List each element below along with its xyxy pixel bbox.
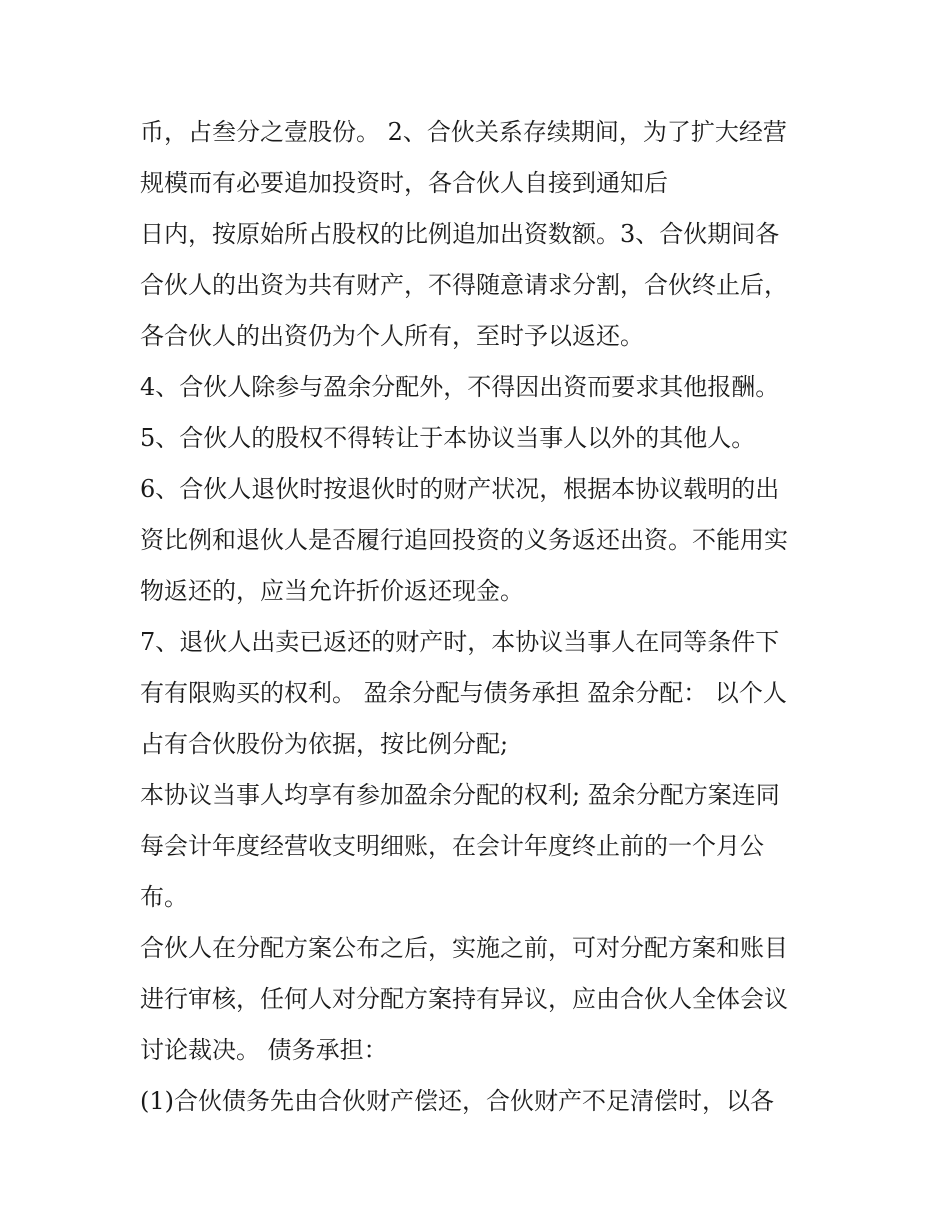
text-line-16: 布。 bbox=[140, 883, 188, 911]
text-line-8: 6、合伙人退伙时按退伙时的财产状况，根据本协议载明的出 bbox=[140, 475, 780, 503]
text-line-11: 7、退伙人出卖已返还的财产时，本协议当事人在同等条件下 bbox=[140, 628, 780, 656]
text-line-3: 日内，按原始所占股权的比例追加出资数额。3、合伙期间各 bbox=[140, 220, 780, 248]
text-line-15: 每会计年度经营收支明细账，在会计年度终止前的一个月公 bbox=[140, 832, 764, 860]
text-line-20: (1)合伙债务先由合伙财产偿还，合伙财产不足清偿时，以各 bbox=[140, 1087, 774, 1115]
text-line-19: 讨论裁决。 债务承担： bbox=[140, 1036, 388, 1064]
text-line-7: 5、合伙人的股权不得转让于本协议当事人以外的其他人。 bbox=[140, 424, 756, 452]
text-line-12: 有有限购买的权利。 盈余分配与债务承担 盈余分配： 以个人 bbox=[140, 679, 787, 707]
document-body bbox=[140, 107, 830, 1127]
text-line-6: 4、合伙人除参与盈余分配外，不得因出资而要求其他报酬。 bbox=[140, 373, 780, 401]
text-line-18: 进行审核，任何人对分配方案持有异议，应由合伙人全体会议 bbox=[140, 985, 788, 1013]
text-line-9: 资比例和退伙人是否履行追回投资的义务返还出资。不能用实 bbox=[140, 526, 788, 554]
text-line-14: 本协议当事人均享有参加盈余分配的权利; 盈余分配方案连同 bbox=[140, 781, 780, 809]
text-line-17: 合伙人在分配方案公布之后，实施之前，可对分配方案和账目 bbox=[140, 934, 788, 962]
text-line-2: 规模而有必要追加投资时，各合伙人自接到通知后 bbox=[140, 169, 668, 197]
text-line-13: 占有合伙股份为依据，按比例分配; bbox=[140, 730, 509, 758]
text-line-1: 币，占叁分之壹股份。 2、合伙关系存续期间，为了扩大经营 bbox=[140, 118, 787, 146]
text-line-10: 物返还的，应当允许折价返还现金。 bbox=[140, 577, 524, 605]
text-line-4: 合伙人的出资为共有财产，不得随意请求分割，合伙终止后， bbox=[140, 271, 788, 299]
text-line-5: 各合伙人的出资仍为个人所有，至时予以返还。 bbox=[140, 322, 644, 350]
